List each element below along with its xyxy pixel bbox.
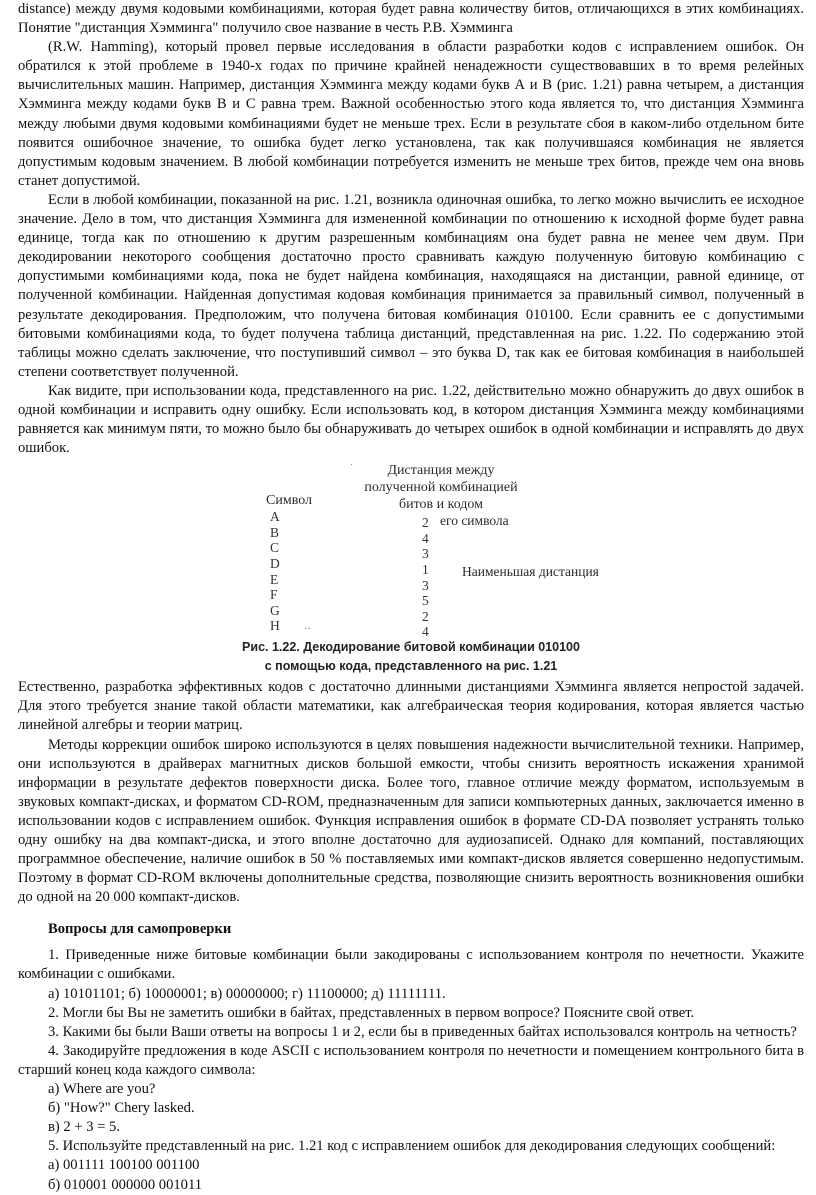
figure-header-line-3: битов и кодом: [398, 497, 484, 513]
question-1-items: а) 10101101; б) 10000001; в) 00000000; г) 11100000; д) 11111111.: [48, 985, 446, 1002]
paragraph-single-error: Если в любой комбинации, показанной на рис. 1.21, возникла одиночная ошибка, то легко можно вычислить ее исходное значение. Дело в том, что дистанция Хэмминга для измененной комбинации по отношению к исходной форме будет равна единице, тогда как по отношению к другим разрешенным комбинациям она будет равна не менее чем двум. При декодировании некоторого сообщения достаточно просто сравнивать каждую полученную битовую комбинацию с допустимыми комбинациями кода, пока не будет найдена комбинация, находящаяся на дистанции, равной единице, от полученной комбинации. Найденная допустимая кодовая комбинация принимается за правильный символ, полученный в результате декодирования. Предположим, что получена битовая комбинация 010100. Если сравнить ее с допустимыми битовыми комбинациями кода, то будет получена таблица дистанций, представленная на рис. 1.22. По содержанию этой таблицы можно сделать заключение, что поступивший символ – это буква D, так как ее битовая комбинация в наибольшей степени соответствует полученной.: [18, 191, 804, 380]
question-4: 4. Закодируйте предложения в коде ASCII с использованием контроля по нечетности и помещением контрольного бита в старший конец кода каждого символа:: [18, 1042, 804, 1078]
figure-caption: [18, 638, 804, 676]
paragraph-error-correction-usage: Методы коррекции ошибок широко используются в целях повышения надежности вычислительной техники. Например, они используются в драйверах магнитных дисков большой емкости, чтобы снизить вероятность искажения хранимой информации в результате дефектов поверхности диска. Более того, главное отличие между форматом, используемым в звуковых компакт-дисках, и форматом CD-ROM, предназначенным для записи компьютерных данных, заключается именно в использовании кодов с исправлением ошибок. Функция исправления ошибок в формате CD-DA позволяет устранять только одну ошибку на два компакт-диска, и этого вполне достаточно для аудиозаписей. Однако для компаний, поставляющих программное обеспечение, наличие ошибок в 50 % поставляемых ими компакт-дисков является совершенно недопустимым. Поэтому в формат CD-ROM включены дополнительные средства, позволяющие снизить вероятность возникновения ошибки до одной на 20 000 компакт-дисков.: [18, 736, 804, 906]
question-3: 3. Какими бы были Ваши ответы на вопросы 1 и 2, если бы в приведенных байтах использовался контроль на четность?: [48, 1023, 797, 1040]
figure-caption-line-2: с помощью кода, представленного на рис. 1.21: [264, 659, 558, 674]
figure-header-line-1: Дистанция между: [387, 463, 495, 479]
question-2: 2. Могли бы Вы не заметить ошибки в байтах, представленных в первом вопросе? Поясните свой ответ.: [48, 1004, 695, 1021]
paragraph-detect-two-errors: Как видите, при использовании кода, представленного на рис. 1.22, действительно можно обнаружить до двух ошибок в одной комбинации и исправить одну ошибку. Если использовать код, в котором дистанция Хэмминга между комбинациями равняется как минимум пяти, то можно было бы обнаруживать до четырех ошибок в одной комбинации и исправлять до двух ошибок.: [18, 382, 804, 457]
distance-item: 3: [422, 546, 429, 562]
distance-item: 4: [422, 624, 429, 640]
figure-note-symbol: его символа: [440, 513, 509, 529]
figure-distance-list: [422, 515, 429, 640]
paragraph-hamming: (R.W. Hamming), который провел первые исследования в области разработки кодов с исправлением ошибок. Он обратился к этой проблеме в 1940-х годах по причине крайней ненадежности существовавших в то время релейных вычислительных машин. Например, дистанция Хэмминга между кодами букв А и В (рис. 1.21) равна четырем, а дистанция Хэмминга между кодами букв В и С равна трем. Важной особенностью этого кода является то, что дистанция Хэмминга между любыми двумя кодовыми комбинациями будет не меньше трех. Если в результате сбоя в каком-либо отдельном бите появится ошибочное значение, то ошибка будет легко установлена, так как получившаяся комбинация не является допустимым кодовым значением. В любой комбинации потребуется изменить не меньше трех битов, прежде чем она вновь станет допустимой.: [18, 39, 804, 189]
figure-header-line-2: полученной комбинацией: [364, 480, 518, 496]
distance-item: 4: [422, 530, 429, 546]
document-page: [18, 0, 804, 1195]
question-4-c: в) 2 + 3 = 5.: [48, 1119, 120, 1136]
figure-1-22: [18, 458, 804, 678]
distance-item: 2: [422, 608, 429, 624]
distance-item: 2: [422, 515, 429, 531]
question-5: 5. Используйте представленный на рис. 1.21 код с исправлением ошибок для декодирования следующих сообщений:: [48, 1138, 776, 1155]
question-5-b: б) 010001 000000 001011: [48, 1176, 203, 1193]
figure-symbol-list: [270, 509, 280, 634]
symbol-item: B: [270, 524, 280, 540]
question-5-a: а) 001111 100100 001100: [48, 1157, 200, 1174]
questions-heading: Вопросы для самопроверки: [48, 921, 232, 938]
paragraph-coding-theory: Естественно, разработка эффективных кодов с достаточно длинными дистанциями Хэмминга является непростой задачей. Для этого требуется знание такой области математики, как алгебраическая теория кодирования, которая является частью линейной алгебры и теории матриц.: [18, 679, 804, 734]
symbol-item: C: [270, 540, 280, 556]
scan-dot: ··: [304, 624, 311, 636]
figure-symbol-label: Символ: [266, 493, 313, 509]
symbol-item: H: [270, 618, 280, 634]
question-1: 1. Приведенные ниже битовые комбинации были закодированы с использованием контроля по нечетности. Укажите комбинации с ошибками.: [18, 947, 804, 983]
distance-item: 5: [422, 593, 429, 609]
distance-item: 1: [422, 562, 429, 578]
figure-distance-header: [356, 462, 526, 513]
symbol-item: E: [270, 571, 279, 587]
symbol-item: A: [270, 509, 280, 525]
symbol-item: F: [270, 587, 278, 603]
symbol-item: G: [270, 602, 280, 618]
question-4-a: а) Where are you?: [48, 1081, 156, 1098]
figure-note-min-distance: Наименьшая дистанция: [462, 564, 599, 580]
scan-dot: ·: [350, 460, 354, 472]
figure-caption-line-1: Рис. 1.22. Декодирование битовой комбинации 010100: [242, 640, 580, 655]
distance-item: 3: [422, 577, 429, 593]
question-4-b: б) "How?" Chery lasked.: [48, 1100, 195, 1117]
symbol-item: D: [270, 556, 280, 572]
paragraph-intro: distance) между двумя кодовыми комбинациями, которая будет равна количеству битов, отличающихся в этих комбинациях. Понятие "дистанция Хэмминга" получило свое название в честь Р.В. Хэмминга: [18, 1, 804, 37]
